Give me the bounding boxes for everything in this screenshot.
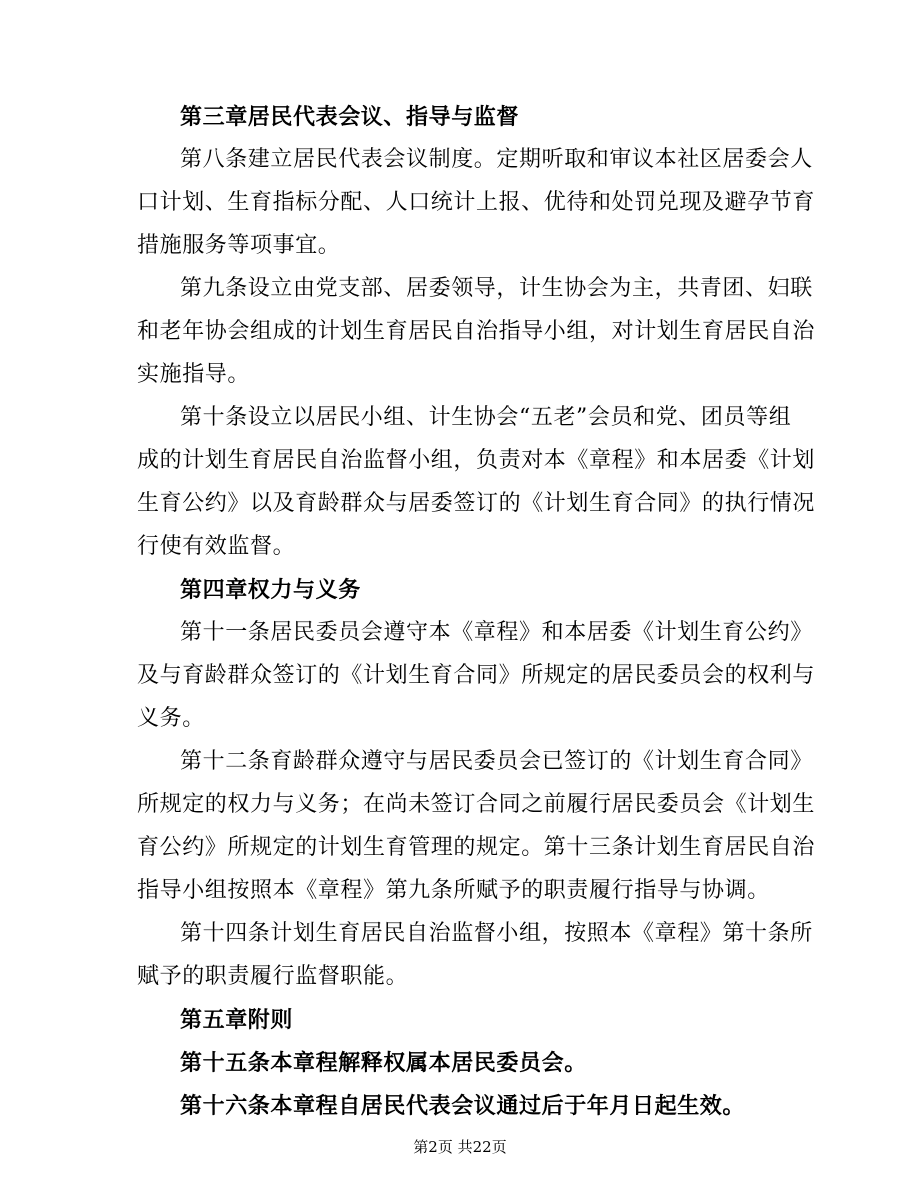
paragraph-line: 第十条设立以居民小组、计生协会“五老”会员和党、团员等组 [180,405,792,430]
paragraph-line: 措施服务等项事宜。 [137,233,341,258]
paragraph-line: 义务。 [137,706,205,731]
paragraph-line: 育公约》所规定的计划生育管理的规定。第十三条计划生育居民自治 [137,835,816,860]
paragraph-line: 实施指导。 [137,362,251,387]
article-line: 第十六条本章程自居民代表会议通过后于年月日起生效。 [180,1093,746,1119]
paragraph-line: 第十一条居民委员会遵守本《章程》和本居委《计划生育公约》 [180,620,813,645]
paragraph-line: 行使有效监督。 [137,534,296,559]
article-line: 第十五条本章程解释权属本居民委员会。 [180,1050,587,1076]
chapter-heading: 第四章权力与义务 [180,577,361,603]
paragraph-line: 第八条建立居民代表会议制度。定期听取和审议本社区居委会人 [180,147,813,172]
paragraph-line: 和老年协会组成的计划生育居民自治指导小组，对计划生育居民自治 [137,319,816,344]
paragraph-line: 第十四条计划生育居民自治监督小组，按照本《章程》第十条所 [180,921,813,946]
chapter-heading: 第五章附则 [180,1007,294,1033]
document-body [137,104,816,1119]
paragraph-line: 生育公约》以及育龄群众与居委签订的《计划生育合同》的执行情况 [137,491,816,516]
paragraph-line: 成的计划生育居民自治监督小组，负责对本《章程》和本居委《计划 [137,448,816,473]
paragraph-line: 及与育龄群众签订的《计划生育合同》所规定的居民委员会的权利与 [137,663,816,688]
paragraph-line: 指导小组按照本《章程》第九条所赋予的职责履行指导与协调。 [137,878,770,903]
paragraph-line: 第十二条育龄群众遵守与居民委员会已签订的《计划生育合同》 [180,749,813,774]
page-number-footer: 第2页 共22页 [413,1138,507,1156]
paragraph-line: 赋予的职责履行监督职能。 [137,964,409,989]
paragraph-line: 所规定的权力与义务；在尚未签订合同之前履行居民委员会《计划生 [137,792,816,817]
chapter-heading: 第三章居民代表会议、指导与监督 [180,104,520,130]
paragraph-line: 第九条设立由党支部、居委领导，计生协会为主，共青团、妇联 [180,276,813,301]
paragraph-line: 口计划、生育指标分配、人口统计上报、优待和处罚兑现及避孕节育 [137,190,816,215]
